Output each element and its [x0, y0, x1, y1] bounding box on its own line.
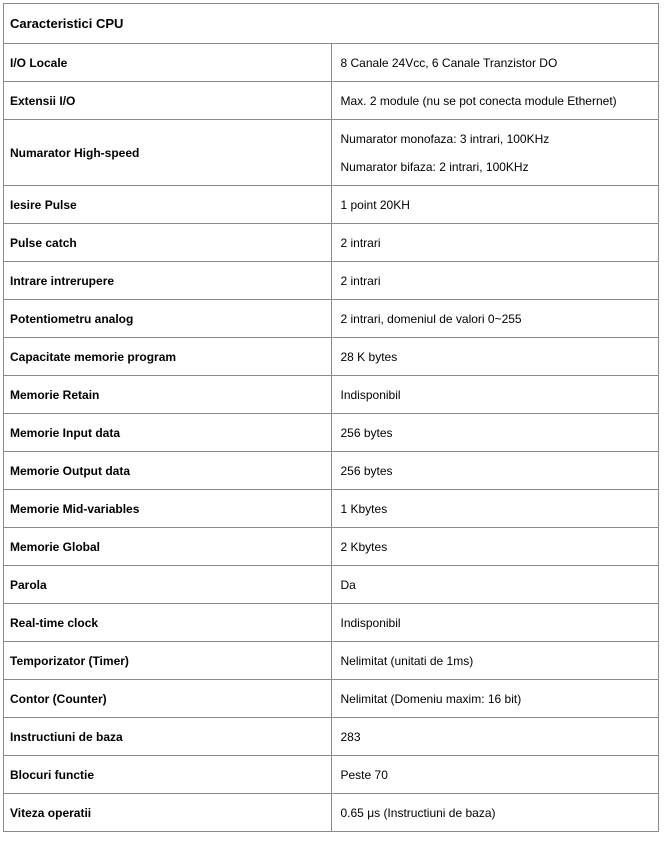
row-label: Blocuri functie	[4, 756, 332, 794]
row-label: I/O Locale	[4, 44, 332, 82]
table-row	[4, 680, 659, 718]
row-label: Contor (Counter)	[4, 680, 332, 718]
table-row	[4, 756, 659, 794]
row-label: Viteza operatii	[4, 794, 332, 832]
table-row	[4, 82, 659, 120]
row-label: Iesire Pulse	[4, 186, 332, 224]
row-label: Memorie Global	[4, 528, 332, 566]
table-row	[4, 566, 659, 604]
row-value: 256 bytes	[331, 414, 659, 452]
row-label: Numarator High-speed	[4, 120, 332, 186]
table-row	[4, 376, 659, 414]
table-row	[4, 718, 659, 756]
row-label: Memorie Input data	[4, 414, 332, 452]
table-row	[4, 604, 659, 642]
table-header-row	[4, 4, 659, 44]
row-value: 256 bytes	[331, 452, 659, 490]
row-label: Real-time clock	[4, 604, 332, 642]
row-label: Extensii I/O	[4, 82, 332, 120]
table-row	[4, 338, 659, 376]
row-value: 1 point 20KH	[331, 186, 659, 224]
row-value-multiline	[331, 120, 659, 186]
row-value-line: Numarator monofaza: 3 intrari, 100KHz	[340, 131, 550, 146]
table-row	[4, 452, 659, 490]
row-value: 283	[331, 718, 659, 756]
table-row	[4, 794, 659, 832]
row-value: Nelimitat (Domeniu maxim: 16 bit)	[331, 680, 659, 718]
row-label: Temporizator (Timer)	[4, 642, 332, 680]
row-value: 28 K bytes	[331, 338, 659, 376]
table-row	[4, 262, 659, 300]
row-label: Memorie Retain	[4, 376, 332, 414]
row-value: Max. 2 module (nu se pot conecta module Ethernet)	[331, 82, 659, 120]
row-value: 1 Kbytes	[331, 490, 659, 528]
row-label: Parola	[4, 566, 332, 604]
table-row	[4, 186, 659, 224]
table-row	[4, 414, 659, 452]
row-value: Indisponibil	[331, 604, 659, 642]
row-label: Pulse catch	[4, 224, 332, 262]
row-label: Potentiometru analog	[4, 300, 332, 338]
row-value: Nelimitat (unitati de 1ms)	[331, 642, 659, 680]
row-value: 2 intrari	[331, 224, 659, 262]
row-value: Indisponibil	[331, 376, 659, 414]
row-value: 0.65 μs (Instructiuni de baza)	[331, 794, 659, 832]
row-value-line: Numarator bifaza: 2 intrari, 100KHz	[340, 159, 529, 174]
row-value: 2 Kbytes	[331, 528, 659, 566]
row-value: 2 intrari, domeniul de valori 0~255	[331, 300, 659, 338]
row-value: 8 Canale 24Vcc, 6 Canale Tranzistor DO	[331, 44, 659, 82]
table-row	[4, 120, 659, 186]
row-value: 2 intrari	[331, 262, 659, 300]
row-label: Capacitate memorie program	[4, 338, 332, 376]
row-value: Peste 70	[331, 756, 659, 794]
table-row	[4, 44, 659, 82]
row-label: Intrare intrerupere	[4, 262, 332, 300]
table-row	[4, 528, 659, 566]
table-title: Caracteristici CPU	[4, 4, 659, 44]
row-label: Memorie Output data	[4, 452, 332, 490]
row-value: Da	[331, 566, 659, 604]
table-row	[4, 224, 659, 262]
cpu-specs-table	[3, 3, 659, 832]
table-row	[4, 642, 659, 680]
row-label: Instructiuni de baza	[4, 718, 332, 756]
table-row	[4, 300, 659, 338]
row-label: Memorie Mid-variables	[4, 490, 332, 528]
table-row	[4, 490, 659, 528]
